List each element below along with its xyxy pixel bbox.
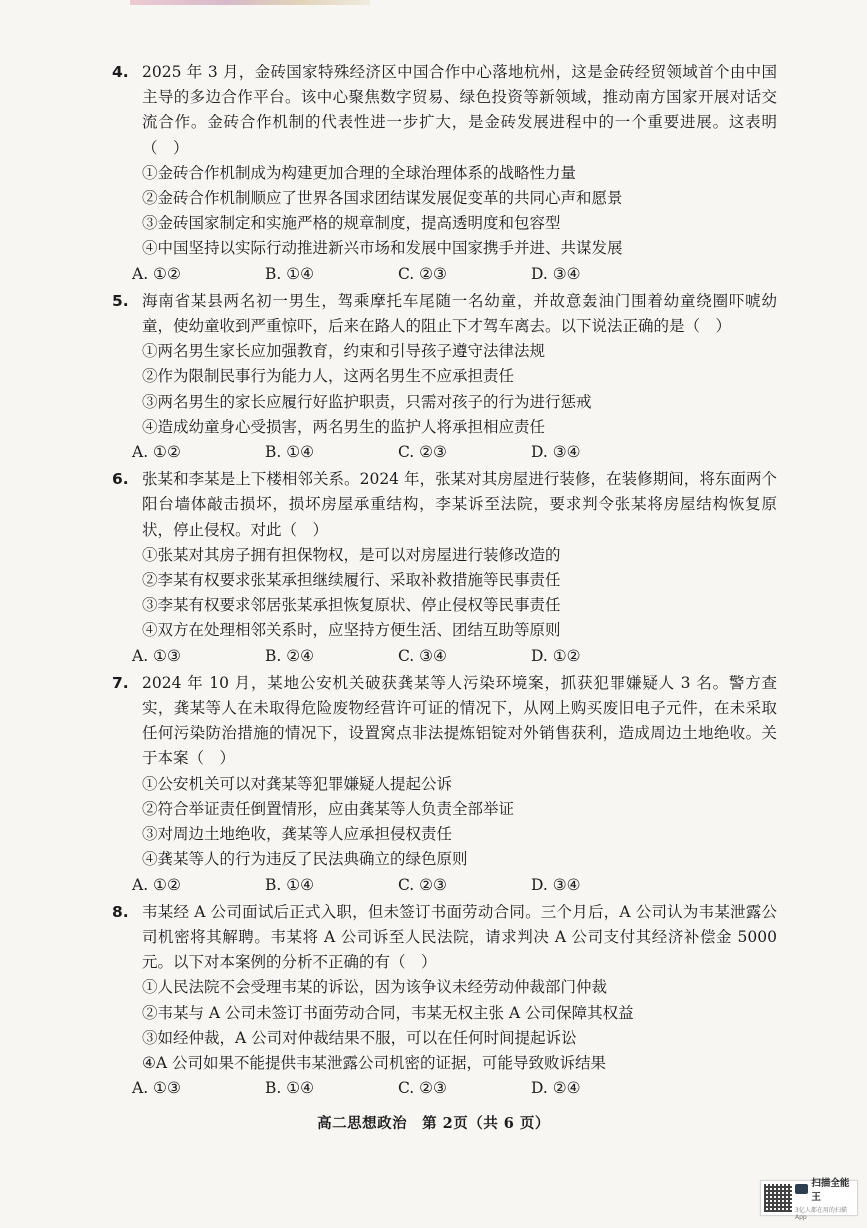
statement-4: ④A 公司如果不能提供韦某泄露公司机密的证据，可能导致败诉结果	[142, 1053, 607, 1072]
statement-2: ②金砖合作机制顺应了世界各国求团结谋发展促变革的共同心声和愿景	[142, 189, 623, 208]
badge-subtitle: 3亿人都在用的扫描App	[795, 1207, 847, 1221]
question-stem: 2025 年 3 月，金砖国家特殊经济区中国合作中心落地杭州，这是金砖经贸领域首个由中国主导的多边合作平台。该中心聚焦数字贸易、绿色投资等新领域，推动南方国家开展对话交流合作。金砖合作机制的代表性进一步扩大，是金砖发展进程中的一个重要进展。这表明（ ）	[142, 63, 777, 157]
statement-1: ①张某对其房子拥有担保物权，是可以对房屋进行装修改造的	[142, 545, 561, 564]
statement-2: ②作为限制民事行为能力人，这两名男生不应承担责任	[142, 367, 515, 386]
question-6	[112, 467, 777, 669]
question-stem: 韦某经 A 公司面试后正式入职，但未签订书面劳动合同。三个月后，A 公司认为韦某泄露公司机密将其解聘。韦某将 A 公司诉至人民法院，请求判决 A 公司支付其经济补偿金 5000 元。以下对本案例的分析不正确的有（ ）	[142, 902, 777, 972]
question-5	[112, 289, 777, 465]
choice-d: D. ③④	[531, 875, 581, 894]
statement-1: ①人民法院不会受理韦某的诉讼，因为该争议未经劳动仲裁部门仲裁	[142, 978, 608, 997]
scanner-watermark-badge	[760, 1178, 858, 1221]
statement-3: ③两名男生的家长应履行好监护职责，只需对孩子的行为进行惩戒	[142, 392, 592, 411]
top-color-strip	[130, 0, 370, 5]
question-stem: 张某和李某是上下楼相邻关系。2024 年，张某对其房屋进行装修，在装修期间，将东面两个阳台墙体敲击损坏，损坏房屋承重结构，李某诉至法院，要求判令张某将房屋结构恢复原状，停止侵权。对此（ ）	[142, 470, 777, 539]
question-number: 6.	[112, 470, 129, 489]
choice-d: D. ③④	[531, 264, 581, 283]
statement-2: ②李某有权要求张某承担继续履行、采取补救措施等民事责任	[142, 571, 561, 590]
question-number: 5.	[112, 291, 129, 310]
question-number: 8.	[112, 902, 129, 921]
question-stem: 海南省某县两名初一男生，驾乘摩托车尾随一名幼童，并故意轰油门围着幼童绕圈吓唬幼童，使幼童收到严重惊吓，后来在路人的阻止下才驾车离去。以下说法正确的是（ ）	[142, 291, 777, 336]
statement-1: ①金砖合作机制成为构建更加合理的全球治理体系的战略性力量	[142, 163, 577, 182]
statement-1: ①公安机关可以对龚某等犯罪嫌疑人提起公诉	[142, 774, 453, 793]
page-footer: 高二思想政治 第 2页（共 6 页）	[317, 1115, 550, 1132]
question-4	[112, 60, 777, 287]
choice-d: D. ②④	[531, 1079, 581, 1098]
choice-a: A. ①②	[132, 264, 181, 283]
choice-a: A. ①②	[132, 443, 181, 462]
choice-a: A. ①③	[132, 1079, 181, 1098]
statement-2: ②符合举证责任倒置情形，应由龚某等人负责全部举证	[142, 799, 515, 818]
choice-d: D. ①②	[531, 646, 581, 665]
choice-b: B. ①④	[265, 1079, 315, 1098]
question-number: 7.	[112, 673, 129, 692]
statement-2: ②韦某与 A 公司未签订书面劳动合同，韦某无权主张 A 公司保障其权益	[142, 1003, 634, 1022]
question-8	[112, 900, 777, 1102]
scanner-logo-icon	[795, 1184, 808, 1194]
question-stem: 2024 年 10 月，某地公安机关破获龚某等人污染环境案，抓获犯罪嫌疑人 3 名。警方查实，龚某等人在未取得危险废物经营许可证的情况下，从网上购买废旧电子元件，在未采取任何污染防治措施的情况下，设置窝点非法提炼铝锭对外销售获利，造成周边土地绝收。关于本案（ ）	[142, 673, 777, 768]
choice-b: B. ②④	[265, 646, 315, 665]
badge-title: 扫描全能王	[811, 1178, 850, 1203]
qr-code-icon	[764, 1184, 792, 1212]
statement-3: ③如经仲裁，A 公司对仲裁结果不服，可以在任何时间提起诉讼	[142, 1028, 577, 1047]
statement-4: ④造成幼童身心受损害，两名男生的监护人将承担相应责任	[142, 417, 546, 436]
statement-4: ④中国坚持以实际行动推进新兴市场和发展中国家携手并进、共谋发展	[142, 239, 623, 258]
choice-a: A. ①③	[132, 646, 181, 665]
question-number: 4.	[112, 63, 129, 81]
statement-4: ④双方在处理相邻关系时，应坚持方便生活、团结互助等原则	[142, 621, 561, 640]
choice-a: A. ①②	[132, 875, 181, 894]
choice-c: C. ③④	[398, 646, 447, 665]
choice-c: C. ②③	[398, 443, 447, 462]
statement-3: ③金砖国家制定和实施严格的规章制度，提高透明度和包容型	[142, 214, 561, 233]
choice-c: C. ②③	[398, 1079, 447, 1098]
choice-c: C. ②③	[398, 875, 447, 894]
choice-b: B. ①④	[265, 443, 315, 462]
statement-3: ③李某有权要求邻居张某承担恢复原状、停止侵权等民事责任	[142, 596, 561, 615]
question-7	[112, 671, 777, 898]
statement-3: ③对周边土地绝收，龚某等人应承担侵权责任	[142, 825, 453, 844]
exam-page	[112, 60, 777, 1103]
statement-1: ①两名男生家长应加强教育，约束和引导孩子遵守法律法规	[142, 342, 546, 361]
choice-b: B. ①④	[265, 264, 315, 283]
choice-d: D. ③④	[531, 443, 581, 462]
choice-b: B. ①④	[265, 875, 315, 894]
choice-c: C. ②③	[398, 264, 447, 283]
statement-4: ④龚某等人的行为违反了民法典确立的绿色原则	[142, 850, 468, 869]
